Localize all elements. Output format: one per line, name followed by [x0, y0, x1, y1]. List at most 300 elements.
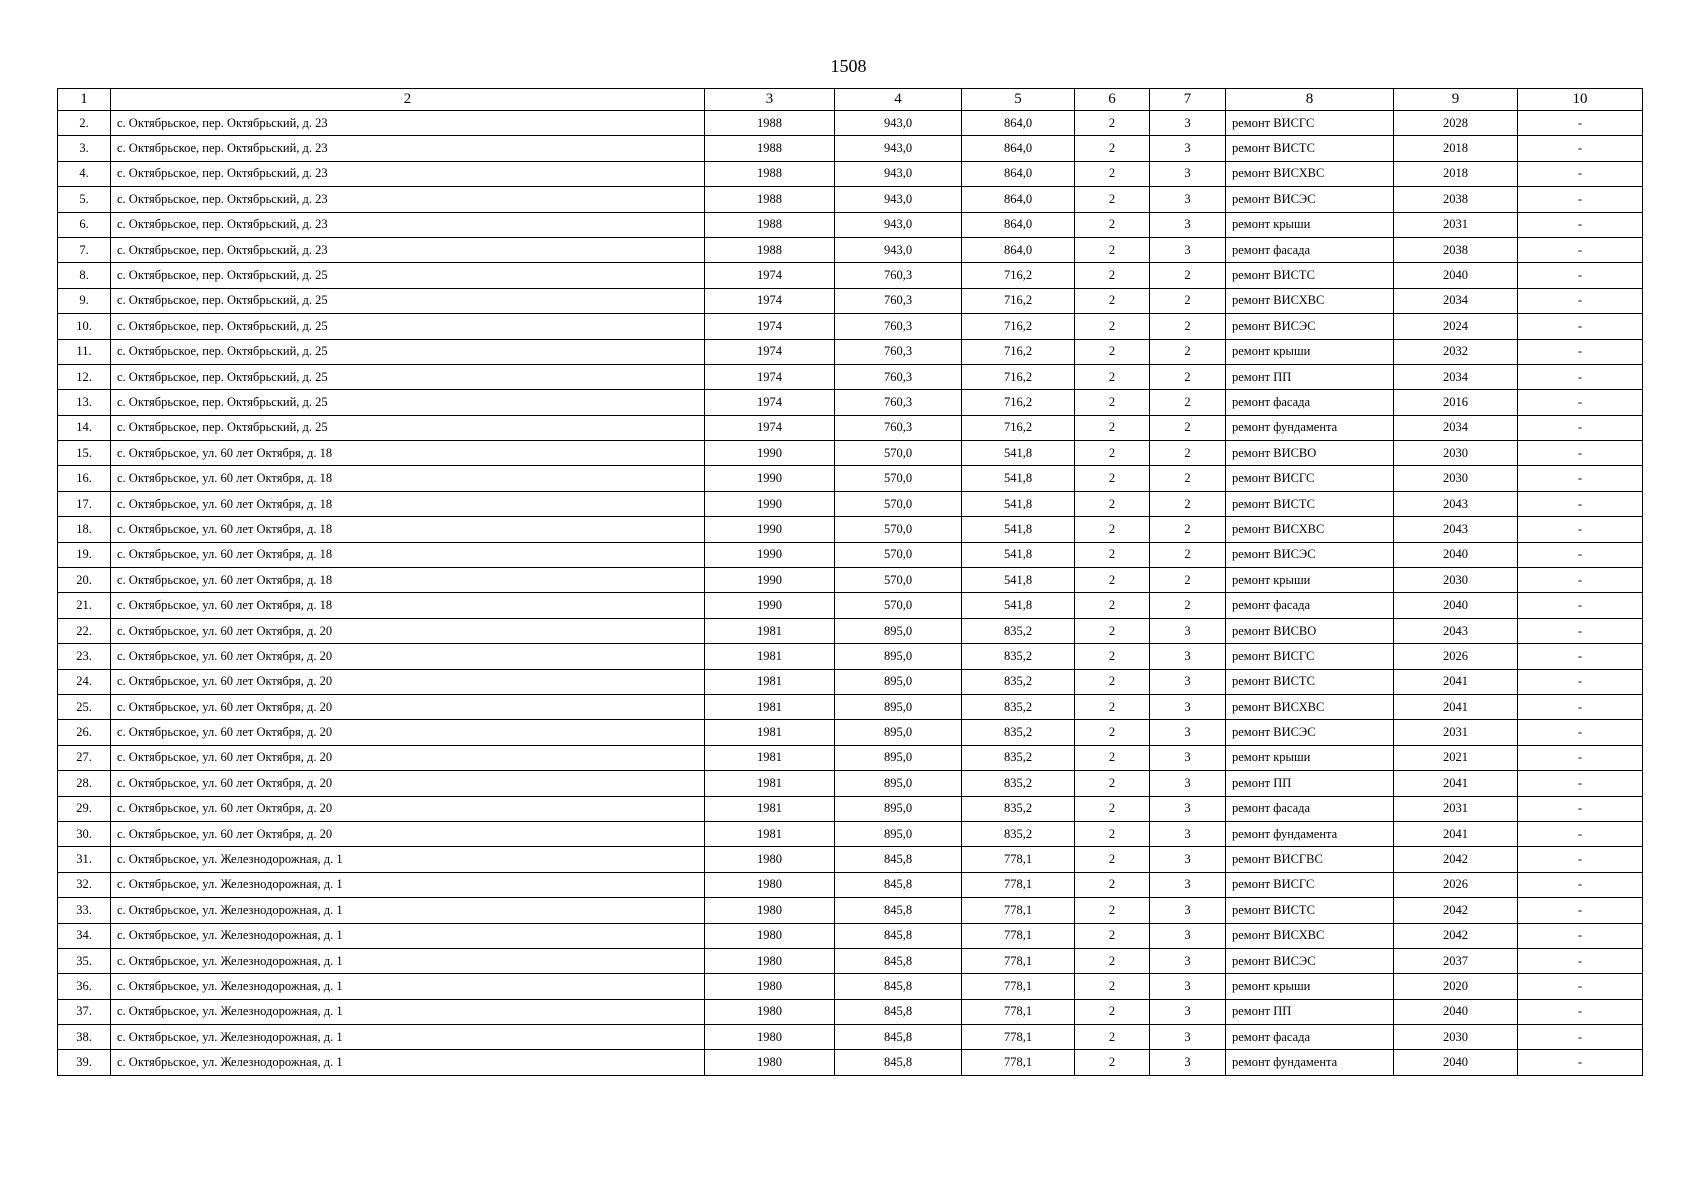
- work-type-cell: ремонт ВИСГВС: [1226, 847, 1394, 872]
- total-area-cell: 943,0: [835, 237, 962, 262]
- floors-cell: 2: [1075, 974, 1150, 999]
- living-area-cell: 835,2: [962, 720, 1075, 745]
- table-row: [58, 466, 1643, 491]
- total-area-cell: 845,8: [835, 923, 962, 948]
- address-cell: с. Октябрьское, ул. Железнодорожная, д. 1: [111, 1050, 705, 1075]
- note-cell: -: [1518, 771, 1643, 796]
- row-number-cell: 38.: [58, 1025, 111, 1050]
- living-area-cell: 864,0: [962, 187, 1075, 212]
- floors-cell: 2: [1075, 441, 1150, 466]
- entrances-cell: 3: [1150, 136, 1226, 161]
- living-area-cell: 778,1: [962, 948, 1075, 973]
- total-area-cell: 895,0: [835, 694, 962, 719]
- total-area-cell: 760,3: [835, 390, 962, 415]
- floors-cell: 2: [1075, 237, 1150, 262]
- address-cell: с. Октябрьское, пер. Октябрьский, д. 23: [111, 161, 705, 186]
- entrances-cell: 3: [1150, 1025, 1226, 1050]
- living-area-cell: 835,2: [962, 796, 1075, 821]
- entrances-cell: 3: [1150, 694, 1226, 719]
- floors-cell: 2: [1075, 872, 1150, 897]
- total-area-cell: 845,8: [835, 898, 962, 923]
- row-number-cell: 30.: [58, 821, 111, 846]
- year-built-cell: 1974: [705, 390, 835, 415]
- year-built-cell: 1981: [705, 771, 835, 796]
- note-cell: -: [1518, 948, 1643, 973]
- entrances-cell: 3: [1150, 644, 1226, 669]
- work-type-cell: ремонт ВИСТС: [1226, 136, 1394, 161]
- row-number-cell: 10.: [58, 314, 111, 339]
- living-area-cell: 541,8: [962, 517, 1075, 542]
- row-number-cell: 32.: [58, 872, 111, 897]
- entrances-cell: 3: [1150, 796, 1226, 821]
- address-cell: с. Октябрьское, ул. Железнодорожная, д. 1: [111, 1025, 705, 1050]
- entrances-cell: 3: [1150, 669, 1226, 694]
- address-cell: с. Октябрьское, пер. Октябрьский, д. 25: [111, 339, 705, 364]
- entrances-cell: 3: [1150, 999, 1226, 1024]
- living-area-cell: 716,2: [962, 390, 1075, 415]
- floors-cell: 2: [1075, 466, 1150, 491]
- total-area-cell: 570,0: [835, 441, 962, 466]
- address-cell: с. Октябрьское, ул. 60 лет Октября, д. 18: [111, 441, 705, 466]
- table-row: [58, 339, 1643, 364]
- work-type-cell: ремонт крыши: [1226, 339, 1394, 364]
- total-area-cell: 845,8: [835, 999, 962, 1024]
- planned-year-cell: 2032: [1394, 339, 1518, 364]
- address-cell: с. Октябрьское, ул. Железнодорожная, д. 1: [111, 847, 705, 872]
- year-built-cell: 1980: [705, 923, 835, 948]
- table-row: [58, 288, 1643, 313]
- entrances-cell: 2: [1150, 339, 1226, 364]
- year-built-cell: 1981: [705, 796, 835, 821]
- work-type-cell: ремонт ВИСХВС: [1226, 288, 1394, 313]
- note-cell: -: [1518, 390, 1643, 415]
- table-row: [58, 161, 1643, 186]
- work-type-cell: ремонт ВИСТС: [1226, 263, 1394, 288]
- table-row: [58, 898, 1643, 923]
- planned-year-cell: 2034: [1394, 415, 1518, 440]
- table-row: [58, 847, 1643, 872]
- total-area-cell: 760,3: [835, 364, 962, 389]
- floors-cell: 2: [1075, 644, 1150, 669]
- row-number-cell: 34.: [58, 923, 111, 948]
- total-area-cell: 760,3: [835, 415, 962, 440]
- total-area-cell: 895,0: [835, 821, 962, 846]
- work-type-cell: ремонт ВИСХВС: [1226, 161, 1394, 186]
- total-area-cell: 760,3: [835, 263, 962, 288]
- entrances-cell: 2: [1150, 288, 1226, 313]
- table-row: [58, 314, 1643, 339]
- floors-cell: 2: [1075, 694, 1150, 719]
- address-cell: с. Октябрьское, ул. 60 лет Октября, д. 20: [111, 796, 705, 821]
- row-number-cell: 28.: [58, 771, 111, 796]
- total-area-cell: 895,0: [835, 618, 962, 643]
- work-type-cell: ремонт ВИСЭС: [1226, 314, 1394, 339]
- table-row: [58, 694, 1643, 719]
- work-type-cell: ремонт крыши: [1226, 212, 1394, 237]
- total-area-cell: 943,0: [835, 212, 962, 237]
- year-built-cell: 1981: [705, 669, 835, 694]
- data-table: [57, 88, 1643, 1076]
- year-built-cell: 1988: [705, 111, 835, 136]
- table-row: [58, 745, 1643, 770]
- living-area-cell: 835,2: [962, 644, 1075, 669]
- work-type-cell: ремонт фасада: [1226, 1025, 1394, 1050]
- planned-year-cell: 2021: [1394, 745, 1518, 770]
- year-built-cell: 1988: [705, 136, 835, 161]
- table-row: [58, 644, 1643, 669]
- row-number-cell: 33.: [58, 898, 111, 923]
- entrances-cell: 3: [1150, 187, 1226, 212]
- planned-year-cell: 2043: [1394, 491, 1518, 516]
- year-built-cell: 1974: [705, 339, 835, 364]
- column-header-6: 6: [1075, 89, 1150, 111]
- total-area-cell: 570,0: [835, 542, 962, 567]
- column-header-9: 9: [1394, 89, 1518, 111]
- note-cell: -: [1518, 542, 1643, 567]
- table-header: [58, 89, 1643, 111]
- floors-cell: 2: [1075, 415, 1150, 440]
- planned-year-cell: 2040: [1394, 999, 1518, 1024]
- address-cell: с. Октябрьское, ул. 60 лет Октября, д. 20: [111, 644, 705, 669]
- entrances-cell: 3: [1150, 974, 1226, 999]
- table-row: [58, 364, 1643, 389]
- total-area-cell: 895,0: [835, 644, 962, 669]
- entrances-cell: 2: [1150, 466, 1226, 491]
- row-number-cell: 4.: [58, 161, 111, 186]
- note-cell: -: [1518, 593, 1643, 618]
- note-cell: -: [1518, 288, 1643, 313]
- address-cell: с. Октябрьское, пер. Октябрьский, д. 25: [111, 415, 705, 440]
- note-cell: -: [1518, 669, 1643, 694]
- planned-year-cell: 2038: [1394, 187, 1518, 212]
- row-number-cell: 18.: [58, 517, 111, 542]
- work-type-cell: ремонт ВИСТС: [1226, 669, 1394, 694]
- address-cell: с. Октябрьское, ул. Железнодорожная, д. 1: [111, 923, 705, 948]
- row-number-cell: 20.: [58, 568, 111, 593]
- table-row: [58, 237, 1643, 262]
- address-cell: с. Октябрьское, ул. 60 лет Октября, д. 20: [111, 745, 705, 770]
- year-built-cell: 1974: [705, 415, 835, 440]
- planned-year-cell: 2040: [1394, 1050, 1518, 1075]
- total-area-cell: 895,0: [835, 771, 962, 796]
- column-header-2: 2: [111, 89, 705, 111]
- row-number-cell: 19.: [58, 542, 111, 567]
- table-row: [58, 491, 1643, 516]
- work-type-cell: ремонт фундамента: [1226, 821, 1394, 846]
- entrances-cell: 2: [1150, 314, 1226, 339]
- work-type-cell: ремонт ВИСЭС: [1226, 542, 1394, 567]
- planned-year-cell: 2030: [1394, 1025, 1518, 1050]
- floors-cell: 2: [1075, 491, 1150, 516]
- row-number-cell: 21.: [58, 593, 111, 618]
- row-number-cell: 29.: [58, 796, 111, 821]
- year-built-cell: 1981: [705, 745, 835, 770]
- work-type-cell: ремонт фасада: [1226, 593, 1394, 618]
- address-cell: с. Октябрьское, ул. Железнодорожная, д. 1: [111, 974, 705, 999]
- column-header-5: 5: [962, 89, 1075, 111]
- entrances-cell: 2: [1150, 390, 1226, 415]
- year-built-cell: 1980: [705, 872, 835, 897]
- work-type-cell: ремонт ВИСХВС: [1226, 694, 1394, 719]
- table-row: [58, 999, 1643, 1024]
- planned-year-cell: 2030: [1394, 441, 1518, 466]
- entrances-cell: 3: [1150, 618, 1226, 643]
- table-row: [58, 568, 1643, 593]
- living-area-cell: 716,2: [962, 339, 1075, 364]
- living-area-cell: 778,1: [962, 1025, 1075, 1050]
- total-area-cell: 570,0: [835, 466, 962, 491]
- row-number-cell: 7.: [58, 237, 111, 262]
- year-built-cell: 1990: [705, 517, 835, 542]
- year-built-cell: 1988: [705, 212, 835, 237]
- table-row: [58, 542, 1643, 567]
- row-number-cell: 13.: [58, 390, 111, 415]
- floors-cell: 2: [1075, 923, 1150, 948]
- living-area-cell: 716,2: [962, 288, 1075, 313]
- total-area-cell: 570,0: [835, 593, 962, 618]
- floors-cell: 2: [1075, 669, 1150, 694]
- work-type-cell: ремонт фасада: [1226, 237, 1394, 262]
- total-area-cell: 895,0: [835, 745, 962, 770]
- address-cell: с. Октябрьское, ул. 60 лет Октября, д. 20: [111, 771, 705, 796]
- row-number-cell: 26.: [58, 720, 111, 745]
- living-area-cell: 778,1: [962, 847, 1075, 872]
- entrances-cell: 3: [1150, 111, 1226, 136]
- floors-cell: 2: [1075, 161, 1150, 186]
- page-number: 1508: [830, 56, 867, 76]
- row-number-cell: 17.: [58, 491, 111, 516]
- year-built-cell: 1974: [705, 364, 835, 389]
- year-built-cell: 1990: [705, 491, 835, 516]
- row-number-cell: 12.: [58, 364, 111, 389]
- floors-cell: 2: [1075, 212, 1150, 237]
- entrances-cell: 3: [1150, 212, 1226, 237]
- entrances-cell: 3: [1150, 237, 1226, 262]
- note-cell: -: [1518, 872, 1643, 897]
- entrances-cell: 3: [1150, 1050, 1226, 1075]
- work-type-cell: ремонт ПП: [1226, 771, 1394, 796]
- column-header-7: 7: [1150, 89, 1226, 111]
- table-row: [58, 618, 1643, 643]
- floors-cell: 2: [1075, 542, 1150, 567]
- planned-year-cell: 2034: [1394, 288, 1518, 313]
- address-cell: с. Октябрьское, ул. 60 лет Октября, д. 18: [111, 593, 705, 618]
- column-header-10: 10: [1518, 89, 1643, 111]
- year-built-cell: 1980: [705, 1050, 835, 1075]
- address-cell: с. Октябрьское, пер. Октябрьский, д. 25: [111, 390, 705, 415]
- living-area-cell: 778,1: [962, 898, 1075, 923]
- note-cell: -: [1518, 237, 1643, 262]
- row-number-cell: 27.: [58, 745, 111, 770]
- year-built-cell: 1990: [705, 466, 835, 491]
- year-built-cell: 1988: [705, 237, 835, 262]
- address-cell: с. Октябрьское, пер. Октябрьский, д. 25: [111, 288, 705, 313]
- address-cell: с. Октябрьское, ул. 60 лет Октября, д. 18: [111, 542, 705, 567]
- row-number-cell: 25.: [58, 694, 111, 719]
- address-cell: с. Октябрьское, пер. Октябрьский, д. 23: [111, 111, 705, 136]
- entrances-cell: 2: [1150, 415, 1226, 440]
- note-cell: -: [1518, 364, 1643, 389]
- work-type-cell: ремонт ВИСГС: [1226, 111, 1394, 136]
- planned-year-cell: 2043: [1394, 618, 1518, 643]
- year-built-cell: 1988: [705, 187, 835, 212]
- planned-year-cell: 2042: [1394, 847, 1518, 872]
- column-header-4: 4: [835, 89, 962, 111]
- note-cell: -: [1518, 898, 1643, 923]
- planned-year-cell: 2018: [1394, 136, 1518, 161]
- note-cell: -: [1518, 923, 1643, 948]
- address-cell: с. Октябрьское, ул. 60 лет Октября, д. 20: [111, 669, 705, 694]
- floors-cell: 2: [1075, 796, 1150, 821]
- planned-year-cell: 2031: [1394, 720, 1518, 745]
- work-type-cell: ремонт ВИСХВС: [1226, 517, 1394, 542]
- total-area-cell: 895,0: [835, 669, 962, 694]
- total-area-cell: 760,3: [835, 314, 962, 339]
- address-cell: с. Октябрьское, пер. Октябрьский, д. 23: [111, 136, 705, 161]
- floors-cell: 2: [1075, 390, 1150, 415]
- floors-cell: 2: [1075, 263, 1150, 288]
- address-cell: с. Октябрьское, ул. 60 лет Октября, д. 18: [111, 517, 705, 542]
- floors-cell: 2: [1075, 948, 1150, 973]
- living-area-cell: 541,8: [962, 568, 1075, 593]
- year-built-cell: 1981: [705, 821, 835, 846]
- planned-year-cell: 2030: [1394, 466, 1518, 491]
- row-number-cell: 23.: [58, 644, 111, 669]
- living-area-cell: 835,2: [962, 669, 1075, 694]
- living-area-cell: 541,8: [962, 593, 1075, 618]
- table-row: [58, 136, 1643, 161]
- planned-year-cell: 2031: [1394, 796, 1518, 821]
- address-cell: с. Октябрьское, ул. 60 лет Октября, д. 20: [111, 618, 705, 643]
- floors-cell: 2: [1075, 339, 1150, 364]
- work-type-cell: ремонт ВИСГС: [1226, 872, 1394, 897]
- year-built-cell: 1974: [705, 314, 835, 339]
- living-area-cell: 716,2: [962, 415, 1075, 440]
- year-built-cell: 1980: [705, 898, 835, 923]
- planned-year-cell: 2026: [1394, 872, 1518, 897]
- work-type-cell: ремонт ВИСТС: [1226, 898, 1394, 923]
- living-area-cell: 835,2: [962, 771, 1075, 796]
- planned-year-cell: 2038: [1394, 237, 1518, 262]
- note-cell: -: [1518, 720, 1643, 745]
- entrances-cell: 2: [1150, 542, 1226, 567]
- table-row: [58, 1050, 1643, 1075]
- work-type-cell: ремонт фундамента: [1226, 415, 1394, 440]
- floors-cell: 2: [1075, 314, 1150, 339]
- note-cell: -: [1518, 1025, 1643, 1050]
- living-area-cell: 716,2: [962, 263, 1075, 288]
- year-built-cell: 1981: [705, 618, 835, 643]
- year-built-cell: 1990: [705, 568, 835, 593]
- year-built-cell: 1990: [705, 593, 835, 618]
- living-area-cell: 864,0: [962, 136, 1075, 161]
- work-type-cell: ремонт ПП: [1226, 364, 1394, 389]
- note-cell: -: [1518, 847, 1643, 872]
- row-number-cell: 24.: [58, 669, 111, 694]
- total-area-cell: 845,8: [835, 847, 962, 872]
- note-cell: -: [1518, 644, 1643, 669]
- row-number-cell: 35.: [58, 948, 111, 973]
- row-number-cell: 37.: [58, 999, 111, 1024]
- entrances-cell: 3: [1150, 745, 1226, 770]
- living-area-cell: 778,1: [962, 923, 1075, 948]
- table-row: [58, 390, 1643, 415]
- total-area-cell: 895,0: [835, 796, 962, 821]
- work-type-cell: ремонт крыши: [1226, 974, 1394, 999]
- total-area-cell: 943,0: [835, 111, 962, 136]
- entrances-cell: 2: [1150, 568, 1226, 593]
- row-number-cell: 15.: [58, 441, 111, 466]
- table-row: [58, 415, 1643, 440]
- total-area-cell: 760,3: [835, 339, 962, 364]
- table-row: [58, 187, 1643, 212]
- table-row: [58, 974, 1643, 999]
- total-area-cell: 845,8: [835, 948, 962, 973]
- planned-year-cell: 2028: [1394, 111, 1518, 136]
- year-built-cell: 1974: [705, 288, 835, 313]
- entrances-cell: 2: [1150, 263, 1226, 288]
- table-row: [58, 821, 1643, 846]
- total-area-cell: 895,0: [835, 720, 962, 745]
- address-cell: с. Октябрьское, ул. Железнодорожная, д. 1: [111, 999, 705, 1024]
- work-type-cell: ремонт фасада: [1226, 390, 1394, 415]
- planned-year-cell: 2040: [1394, 263, 1518, 288]
- living-area-cell: 778,1: [962, 1050, 1075, 1075]
- address-cell: с. Октябрьское, пер. Октябрьский, д. 25: [111, 314, 705, 339]
- floors-cell: 2: [1075, 745, 1150, 770]
- address-cell: с. Октябрьское, пер. Октябрьский, д. 25: [111, 364, 705, 389]
- floors-cell: 2: [1075, 821, 1150, 846]
- year-built-cell: 1974: [705, 263, 835, 288]
- work-type-cell: ремонт крыши: [1226, 745, 1394, 770]
- address-cell: с. Октябрьское, ул. 60 лет Октября, д. 20: [111, 720, 705, 745]
- year-built-cell: 1980: [705, 1025, 835, 1050]
- total-area-cell: 943,0: [835, 187, 962, 212]
- work-type-cell: ремонт ВИСЭС: [1226, 948, 1394, 973]
- note-cell: -: [1518, 491, 1643, 516]
- entrances-cell: 3: [1150, 948, 1226, 973]
- planned-year-cell: 2018: [1394, 161, 1518, 186]
- note-cell: -: [1518, 441, 1643, 466]
- row-number-cell: 16.: [58, 466, 111, 491]
- table-row: [58, 593, 1643, 618]
- year-built-cell: 1988: [705, 161, 835, 186]
- work-type-cell: ремонт ВИСХВС: [1226, 923, 1394, 948]
- work-type-cell: ремонт ВИСТС: [1226, 491, 1394, 516]
- total-area-cell: 943,0: [835, 161, 962, 186]
- header-row: [58, 89, 1643, 111]
- table-row: [58, 1025, 1643, 1050]
- year-built-cell: 1980: [705, 999, 835, 1024]
- note-cell: -: [1518, 212, 1643, 237]
- living-area-cell: 864,0: [962, 237, 1075, 262]
- address-cell: с. Октябрьское, пер. Октябрьский, д. 23: [111, 237, 705, 262]
- floors-cell: 2: [1075, 593, 1150, 618]
- row-number-cell: 2.: [58, 111, 111, 136]
- row-number-cell: 5.: [58, 187, 111, 212]
- address-cell: с. Октябрьское, пер. Октябрьский, д. 25: [111, 263, 705, 288]
- floors-cell: 2: [1075, 618, 1150, 643]
- entrances-cell: 2: [1150, 441, 1226, 466]
- total-area-cell: 570,0: [835, 568, 962, 593]
- row-number-cell: 31.: [58, 847, 111, 872]
- note-cell: -: [1518, 517, 1643, 542]
- living-area-cell: 541,8: [962, 542, 1075, 567]
- entrances-cell: 3: [1150, 161, 1226, 186]
- entrances-cell: 2: [1150, 491, 1226, 516]
- note-cell: -: [1518, 745, 1643, 770]
- planned-year-cell: 2040: [1394, 542, 1518, 567]
